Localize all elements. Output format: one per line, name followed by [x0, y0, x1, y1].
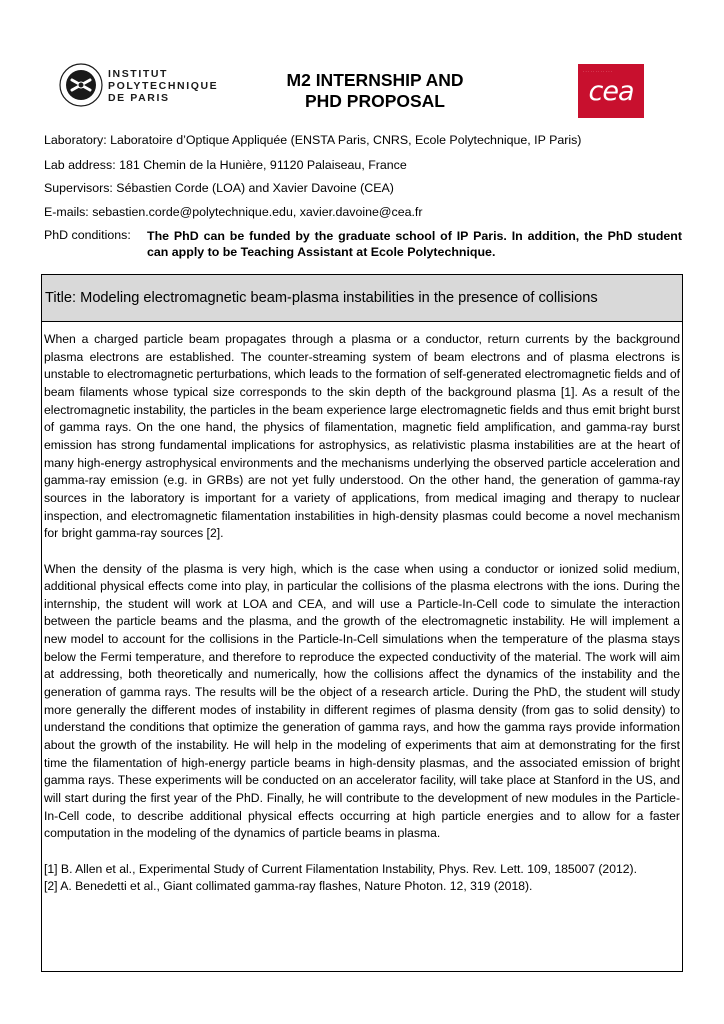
paragraph-1: When a charged particle beam propagates through a plasma or a conductor, return currents by the background plasma electrons are established. The counter-streaming system of beam electrons and of plasma electrons is unstable to electromagnetic perturbations, which leads to the formation of self-generated electromagnetic fields and of beam filaments whose typical size corresponds to the skin depth of the background plasma [1]. As a result of the electromagnetic instability, the particles in the beam experience large electromagnetic fields and thus emit bright burst of gamma rays. On the one hand, the physics of filamentation, magnetic field amplification, and gamma-ray burst emission has strong fundamental implications for astrophysics, as relativistic plasma instabilities are at the heart of many high-energy astrophysical environments and the mechanisms underlying the observed particle acceleration and gamma-ray emission (e.g. in GRBs) are not yet fully understood. On the other hand, the generation of gamma-ray sources in the laboratory is important for a variety of applications, from medical imaging and therapy to nuclear inspection, and electromagnetic filamentation instabilities in high-density plasmas could become a novel mechanism for bright gamma-ray sources [2].: [44, 332, 680, 541]
proposal-title-text: Modeling electromagnetic beam-plasma instabilities in the presence of collisions: [80, 290, 598, 306]
document-title-line-2: PHD PROPOSAL: [304, 91, 446, 111]
proposal-title-label: Title:: [45, 290, 77, 306]
logo-text-line-3: DE PARIS: [108, 92, 170, 104]
ip-paris-logo: [58, 62, 228, 114]
document-title: [240, 70, 510, 112]
supervisors-line: Supervisors: Sébastien Corde (LOA) and Xavier Davoine (CEA): [44, 181, 394, 195]
emails-line: E-mails: sebastien.corde@polytechnique.edu, xavier.davoine@cea.fr: [44, 205, 423, 219]
proposal-title-row: [42, 275, 682, 322]
reference-2: [2] A. Benedetti et al., Giant collimated gamma-ray flashes, Nature Photon. 12, 319 (2018).: [44, 879, 533, 894]
cea-logo-fine-print: · · · · · · · · · · · ·: [583, 70, 613, 74]
document-title-line-1: M2 INTERNSHIP AND: [286, 70, 464, 90]
page-header: [0, 0, 724, 130]
logo-text-line-2: POLYTECHNIQUE: [108, 80, 219, 92]
proposal-box: [41, 274, 683, 972]
paragraph-2: When the density of the plasma is very high, which is the case when using a conductor or ionized solid medium, additional physical effects come into play, in particular the collisions of the plasma electrons with the ions. During the internship, the student will work at LOA and CEA, and will use a Particle-In-Cell code to simulate the interaction between the particle beams and the plasma, and the growth of the electromagnetic instability. He will implement a new model to account for the collisions in the Particle-In-Cell simulations when the temperature of the plasma stays below the Fermi temperature, and therefore to reproduce the expected conductivity of the material. The work will aim at addressing, both theoretically and numerically, how the collisions affect the dynamics of the instability and the generation of gamma rays. The results will be the object of a research article. During the PhD, the student will study more generally the different modes of instability in different regimes of plasma density (from gas to solid density) to understand the conditions that optimize the generation of gamma rays, and how the gamma rays provide information about the growth of the instability. He will help in the modeling of experiments that aim at demonstrating for the first time the filamentation of high-energy particle beams in high-density plasmas, and the associated emission of bright gamma rays. These experiments will be conducted on an accelerator facility, will take place at Stanford in the US, and will start during the first year of the PhD. Finally, he will contribute to the development of new modules in the Particle-In-Cell code, to describe additional physical effects occurring at high particle energies and to allow for a faster computation in the modeling of the dynamics of particle beams in plasma.: [44, 561, 680, 841]
laboratory-line: Laboratory: Laboratoire d’Optique Appliquée (ENSTA Paris, CNRS, Ecole Polytechnique, IP Paris): [44, 133, 582, 147]
phd-conditions-value: The PhD can be funded by the graduate school of IP Paris. In addition, the PhD student can apply to be Teaching Assistant at Ecole Polytechnique.: [147, 229, 682, 259]
paragraph-spacer: [44, 543, 680, 561]
proposal-title: [45, 290, 598, 306]
proposal-body: [44, 331, 680, 896]
cea-logo: [578, 64, 644, 118]
reference-1: [1] B. Allen et al., Experimental Study of Current Filamentation Instability, Phys. Rev. Lett. 109, 185007 (2012).: [44, 861, 637, 876]
logo-text-line-1: INSTITUT: [108, 68, 169, 80]
phd-conditions-label: PhD conditions:: [44, 228, 131, 242]
paragraph-spacer: [44, 843, 680, 861]
address-line: Lab address: 181 Chemin de la Hunière, 91120 Palaiseau, France: [44, 158, 407, 172]
cea-wordmark: cea: [588, 76, 634, 107]
ip-paris-seal-icon: [58, 62, 104, 108]
